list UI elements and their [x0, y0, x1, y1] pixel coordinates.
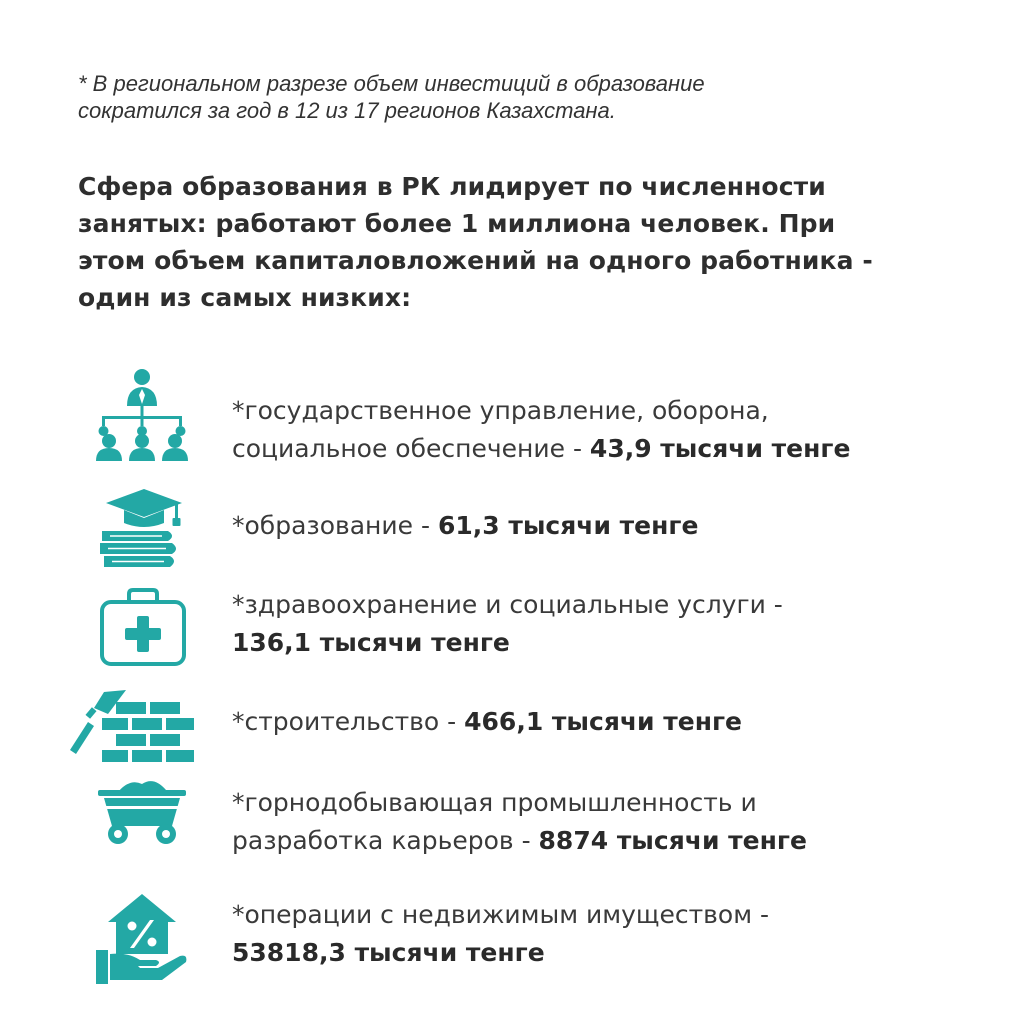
item-line-2 [232, 430, 850, 468]
lead-line-4: один из самых низких: [78, 283, 412, 312]
item-text-construction [232, 703, 742, 741]
item-line-1: *государственное управление, оборона, [232, 396, 769, 425]
item-line-2 [232, 822, 807, 860]
item-line-1: *операции с недвижимым имуществом - [232, 900, 770, 929]
item-line-2 [232, 934, 769, 972]
item-line-1 [232, 703, 742, 741]
item-text-health [232, 586, 783, 662]
footnote-line-2: сократился за год в 12 из 17 регионов Казахстана. [78, 98, 616, 123]
mine-cart-icon [96, 776, 188, 846]
item-prefix: разработка карьеров - [232, 826, 539, 855]
item-line-1 [232, 507, 698, 545]
item-value: 466,1 тысячи тенге [464, 707, 743, 736]
item-value: 136,1 тысячи тенге [232, 628, 510, 657]
item-text-real-estate [232, 896, 769, 972]
lead-paragraph [78, 168, 958, 316]
footnote-line-1: * В региональном разрезе объем инвестиций в образование [78, 71, 705, 96]
item-value: 53818,3 тысячи тенге [232, 938, 545, 967]
item-text-mining [232, 784, 807, 860]
item-value: 43,9 тысячи тенге [589, 434, 851, 463]
footnote [78, 70, 958, 124]
item-line-1: *здравоохранение и социальные услуги - [232, 590, 783, 619]
trowel-bricks-icon [66, 690, 198, 766]
first-aid-kit-icon [99, 588, 187, 668]
lead-line-3: этом объем капиталовложений на одного работника - [78, 246, 873, 275]
item-line-1: *горнодобывающая промышленность и [232, 788, 757, 817]
item-line-2 [232, 624, 783, 662]
item-prefix: социальное обеспечение - [232, 434, 590, 463]
org-hierarchy-icon [94, 368, 190, 464]
item-prefix: *строительство - [232, 707, 465, 736]
item-value: 8874 тысячи тенге [538, 826, 807, 855]
item-value: 61,3 тысячи тенге [437, 511, 699, 540]
lead-line-2: занятых: работают более 1 миллиона человек. При [78, 209, 836, 238]
item-prefix: *образование - [232, 511, 438, 540]
lead-line-1: Сфера образования в РК лидирует по численности [78, 172, 826, 201]
item-text-education [232, 507, 698, 545]
graduation-books-icon [96, 487, 186, 569]
house-percent-hand-icon [94, 892, 190, 988]
item-text-government [232, 392, 850, 468]
